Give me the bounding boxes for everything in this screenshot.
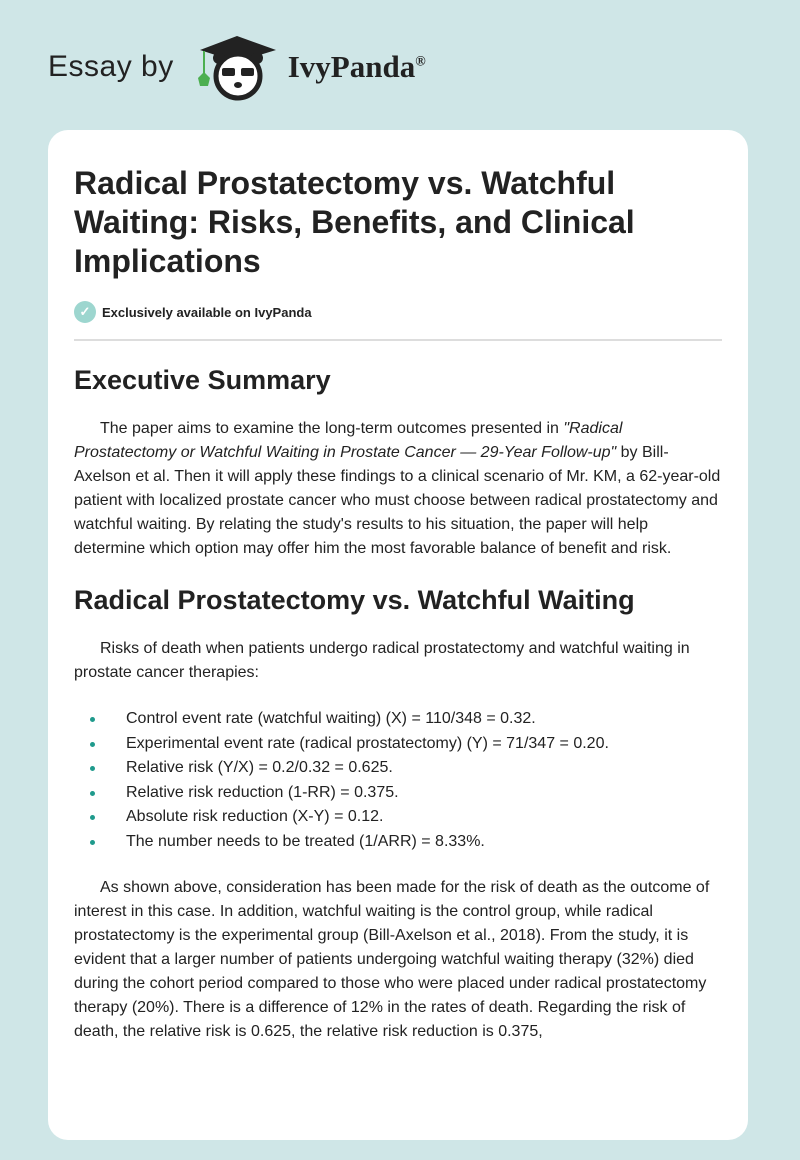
text: The paper aims to examine the long-term outcomes presented in	[100, 420, 564, 437]
registered-mark: ®	[415, 54, 426, 70]
section-heading: Executive Summary	[74, 365, 331, 395]
list-item: The number needs to be treated (1/ARR) = 8.33%.	[74, 830, 722, 855]
check-icon: ✓	[74, 301, 96, 323]
brand-name	[288, 49, 426, 85]
exclusive-label: Exclusively available on IvyPanda	[102, 304, 312, 320]
section-heading: Radical Prostatectomy vs. Watchful Waiting	[74, 585, 635, 615]
paragraph	[74, 417, 722, 561]
essay-title: Radical Prostatectomy vs. Watchful Waiting: Risks, Benefits, and Clinical Implications	[74, 165, 635, 279]
panda-logo-icon[interactable]	[192, 32, 282, 102]
list-item: Control event rate (watchful waiting) (X) = 110/348 = 0.32.	[74, 707, 722, 732]
list-item: Experimental event rate (radical prostatectomy) (Y) = 71/347 = 0.20.	[74, 732, 722, 757]
brand-text: IvyPanda	[287, 49, 416, 84]
bullet-list	[74, 707, 722, 854]
site-header	[48, 32, 426, 102]
paragraph: Risks of death when patients undergo radical prostatectomy and watchful waiting in prostate cancer therapies:	[74, 640, 690, 681]
essay-card	[48, 130, 748, 1140]
paragraph: As shown above, consideration has been made for the risk of death as the outcome of interest in this case. In addition, watchful waiting is the control group, while radical prostatectomy is the experimental group (Bill-Axelson et al., 2018). From the study, it is evident that a larger number of patients undergoing watchful waiting therapy (32%) died during the cohort period compared to those who were placed under radical prostatectomy therapy (20%). There is a difference of 12% in the rates of death. Regarding the risk of death, the relative risk is 0.625, the relative risk reduction is 0.375,	[74, 879, 710, 1040]
essay-by-label: Essay by	[48, 50, 174, 83]
list-item: Relative risk reduction (1-RR) = 0.375.	[74, 781, 722, 806]
text: by Bill-Axelson et al. Then it will apply these findings to a clinical scenario of Mr. KM, a 62-year-old patient with localized prostate cancer who must choose between radical prostatectomy and watchful waiting. By relating the study's results to his situation, the paper will help determine which option may offer him the most favorable balance of benefit and risk.	[74, 444, 721, 557]
list-item: Relative risk (Y/X) = 0.2/0.32 = 0.625.	[74, 756, 722, 781]
exclusive-badge	[74, 301, 722, 323]
list-item: Absolute risk reduction (X-Y) = 0.12.	[74, 805, 722, 830]
divider	[74, 339, 722, 341]
cited-title: "Radical Prostatectomy or Watchful Waiting in Prostate Cancer — 29-Year Follow-up"	[74, 420, 623, 461]
